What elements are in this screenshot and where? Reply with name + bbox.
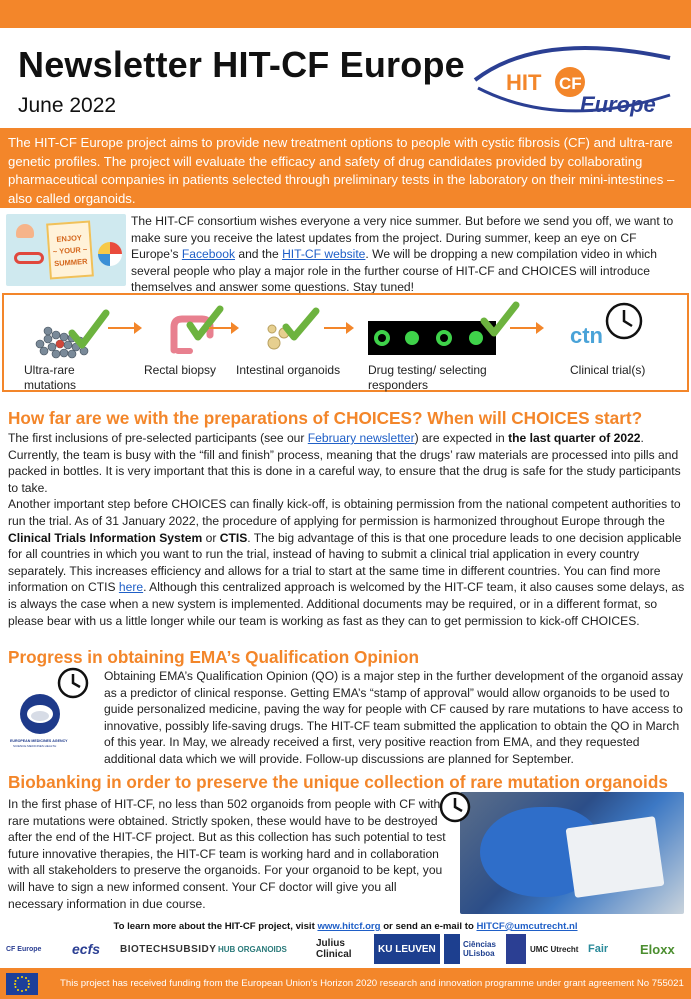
checkmark-icon [72,313,106,345]
biobank-paragraph: In the first phase of HIT-CF, no less than 502 organoids from people with CF with rare mutations were obtained. Strictly spoken, these would have to be destroyed after the end of the HIT-CF project. But as this collection has such potential to test future innovative therapies, the HIT-CF team is working hard and in collaboration with all stakeholders to preserve the organoids. For your organoid to be kept, you will have to sign a new informed consent. Your CF doctor will give you all necessary information in due course. [8,797,446,911]
biobank-heading: Biobanking in order to preserve the unique collection of rare mutation organoids [8,772,668,792]
ctn-logo: ctn [570,323,603,348]
summer-text-1: The HIT-CF consortium wishes everyone a very nice summer. But before we send you off, we want to make sure you receive the latest updates from the project. During summer, keep an eye on CF Europe’s [131,214,674,261]
ctis-here-link[interactable]: here [118,580,144,595]
choices-paragraph-2 [8,496,685,629]
step-4-line-2: responders [368,378,429,392]
summer-paragraph [131,213,686,296]
summer-card-line-1: ENJOY [56,233,83,244]
page-subtitle: June 2022 [18,94,117,117]
gloved-hand-photo [460,792,684,914]
hit-cf-logo [470,40,675,120]
intestine-icon [164,305,224,361]
ema-logo-text-2: SCIENCE MEDICINES HEALTH [13,744,57,748]
eu-flag-icon [6,973,38,995]
partner-logo-ecfs: ecfs [72,941,101,957]
summer-card-line-2: ~ YOUR ~ [52,244,88,257]
organoids-icon [262,307,324,359]
choices-p2-a: Another important step before CHOICES can finally kick-off, is obtaining permission from the national competent authorities to run the trial. As of 31 January 2022, the procedure of applying for permission is harmonized throughout Europe through the [8,497,681,528]
intro-banner [0,128,691,208]
clock-icon [604,301,644,341]
hitcf-website-link[interactable]: HIT-CF website [282,247,366,261]
funding-text: This project has received funding from the European Union’s Horizon 2020 research and innovation programme under grant agreement No 755021 [60,978,684,989]
arrow-right-icon [108,327,140,329]
february-newsletter-link[interactable]: February newsletter [307,431,415,445]
choices-paragraph-1 [8,430,685,496]
top-orange-bar [0,0,691,28]
choices-p2-c: . The big advantage of this is that one procedure leads to one decision applicable for all countries in which you want to run the trial, instead of having to submit a clinical trial application in every country separately. This increases efficiency and allows for a trial to start at the same time in different countries. You can find more information on CTIS [8,530,682,595]
partner-logos [4,934,687,966]
intro-text: The HIT-CF Europe project aims to provide new treatment options to people with cystic fibrosis (CF) and ultra-rare genetic profiles. The project will evaluate the efficacy and safety of drug candidates provided by collaborating pharmaceutical companies in patients selected through preliminary tests in the laboratory on their mini-intestines – also called organoids. [8,135,675,206]
ema-logo [10,688,74,752]
choices-heading: How far are we with the preparations of CHOICES? When will CHOICES start? [8,408,643,428]
facebook-link[interactable]: Facebook [181,247,235,261]
choices-p1-a: The first inclusions of pre-selected participants (see our [8,431,308,445]
arrow-right-icon [510,327,542,329]
choices-p2-bold-2: CTIS [219,530,248,545]
clock-icon [438,790,472,824]
beach-ball-icon [98,242,122,266]
choices-p2-d: . Although this centralized approach is welcomed by the HIT-CF team, it also causes some delays, as is always the case when a new system is implemented. Additional documents may be required, or in a different format, so please bear with us a little longer while our team is working as fast as they can to get permission to kick-off CHOICES. [8,580,685,628]
choices-p1-c: . Currently, the team is busy with the “fill and finish” process, meaning that the drugs’ raw materials are processed into pills and packed in bottles. It is very important that this is done in a careful way, to ensure that the drug is safe for the study participants to take. [8,431,681,495]
step-label-mutations [24,363,76,393]
partner-logo-fair: Fair [588,943,609,955]
partner-logo-umc-utrecht: UMC Utrecht [506,934,578,964]
step-label-biopsy: Rectal biopsy [144,363,217,377]
checkmark-icon [480,301,520,341]
learn-more-line [0,921,691,932]
process-diagram [2,293,689,392]
choices-p1-b: ) are expected in [414,431,509,445]
choices-body [8,430,685,629]
partner-logo-biotechsubsidy: BIOTECHSUBSIDY [120,943,217,955]
arrow-right-icon [209,327,237,329]
choices-p2-bold-1: Clinical Trials Information System [8,530,203,545]
partner-logo-hub: HUB ORGANOIDS [218,944,287,954]
choices-p2-b: or [202,530,220,545]
checkmark-icon [190,309,220,337]
logo-europe-text: Europe [580,92,656,117]
email-link[interactable]: HITCF@umcutrecht.nl [476,921,578,932]
sample-box [566,816,665,898]
page-title: Newsletter HIT-CF Europe [18,44,465,85]
step-label-clinical-trial: Clinical trial(s) [570,363,646,377]
step-label-drug-testing [368,363,487,393]
learn-more-text-b: or send an e-mail to [380,921,477,932]
step-1-line-2: mutations [24,378,77,392]
summer-text-3: . We will be dropping a new compilation video in which several people who play a major role in the further course of HIT-CF and CHOICES will introduce themselves and answer some questions. Stay tuned! [131,247,657,294]
choices-p1-bold: the last quarter of 2022 [508,431,641,445]
summer-card-line-3: SUMMER [53,256,88,269]
ema-paragraph: Obtaining EMA’s Qualification Opinion (QO) is a major step in the further development of the organoid assay as a predictor of clinical response. Getting EMA’s “stamp of approval” would allow organoids to be used to guide personalized medicine, paving the way for people with CF caused by rare mutations to have access to innovative, possibly life-saving drugs. The HIT-CF team submitted the application to obtain the QO in March of this year. In May, we already received a first, very positive reaction from EMA, and they requested additional data which we will provide. Follow-up discussions are planned for September. [104,669,684,766]
ema-logo-text-1: EUROPEAN MEDICINES AGENCY [10,739,68,743]
arrow-right-icon [324,327,352,329]
shell-icon [16,224,34,238]
partner-logo-eloxx: Eloxx [640,941,675,957]
learn-more-text-a: To learn more about the HIT-CF project, visit [113,921,318,932]
step-1-line-1: Ultra-rare [24,363,75,377]
step-4-line-1: Drug testing/ selecting [368,363,487,377]
microscopy-image [368,321,496,355]
step-label-organoids: Intestinal organoids [236,363,341,377]
funding-bar [0,968,691,999]
enjoy-summer-card [46,221,94,280]
partner-logo-ulisboa: Ciências ULisboa [444,934,494,964]
summer-image [6,214,126,286]
hitcf-org-link[interactable]: www.hitcf.org [317,921,381,932]
checkmark-icon [286,311,316,337]
logo-cf-text: CF [559,74,582,93]
summer-text-2: and the [235,247,283,261]
logo-hit-text: HIT [506,70,542,95]
ema-heading: Progress in obtaining EMA’s Qualification Opinion [8,647,419,667]
partner-logo-julius: Julius Clinical [316,938,352,960]
partner-logo-cf-europe: CF Europe [6,945,42,953]
mutations-cluster-icon [30,309,112,361]
partner-logo-ku-leuven: KU LEUVEN [374,934,440,964]
sunglasses-icon [14,252,44,264]
